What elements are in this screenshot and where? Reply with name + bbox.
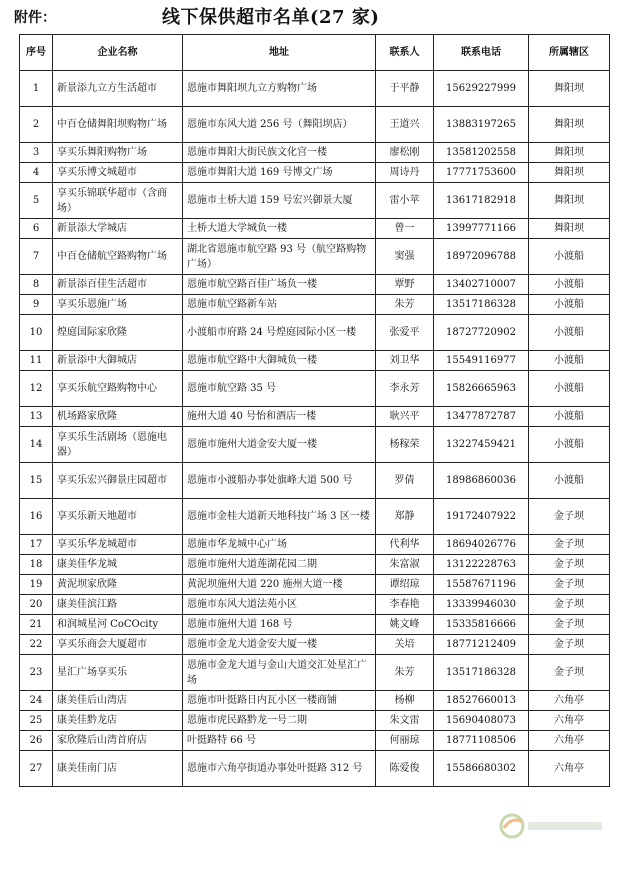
- cell-address: 恩施市航空路百佳广场负一楼: [183, 275, 376, 295]
- table-header-row: [20, 35, 610, 71]
- cell-phone: 15586680302: [434, 751, 529, 787]
- table-row: [20, 575, 610, 595]
- cell-district: 六角亭: [529, 711, 610, 731]
- cell-name: 享买乐舞阳购物广场: [53, 143, 183, 163]
- col-header-phone: 联系电话: [434, 35, 529, 71]
- cell-address: 恩施市航空路中大御城负一楼: [183, 351, 376, 371]
- cell-no: 22: [20, 635, 53, 655]
- cell-address: 恩施市舞阳坝九立方购物广场: [183, 71, 376, 107]
- cell-address: 恩施市东风大道法苑小区: [183, 595, 376, 615]
- cell-name: 中百仓储航空路购物广场: [53, 239, 183, 275]
- cell-contact: 王道兴: [376, 107, 434, 143]
- cell-district: 金子坝: [529, 655, 610, 691]
- cell-phone: 15335816666: [434, 615, 529, 635]
- cell-phone: 13477872787: [434, 407, 529, 427]
- cell-district: 小渡船: [529, 315, 610, 351]
- cell-contact: 郑静: [376, 499, 434, 535]
- table-row: [20, 463, 610, 499]
- cell-district: 小渡船: [529, 407, 610, 427]
- cell-district: 金子坝: [529, 595, 610, 615]
- cell-address: 恩施市施州大道 168 号: [183, 615, 376, 635]
- cell-no: 19: [20, 575, 53, 595]
- cell-contact: 张爱平: [376, 315, 434, 351]
- watermark-logo: [498, 806, 608, 846]
- cell-name: 享买乐恩施广场: [53, 295, 183, 315]
- page-header: [0, 0, 626, 34]
- cell-no: 25: [20, 711, 53, 731]
- table-row: [20, 499, 610, 535]
- cell-district: 舞阳坝: [529, 143, 610, 163]
- cell-district: 小渡船: [529, 351, 610, 371]
- cell-address: 恩施市虎民路黔龙一号二期: [183, 711, 376, 731]
- cell-district: 小渡船: [529, 371, 610, 407]
- cell-address: 恩施市土桥大道 159 号宏兴御景大厦: [183, 183, 376, 219]
- cell-district: 金子坝: [529, 635, 610, 655]
- page-title: 线下保供超市名单(27 家): [162, 7, 380, 28]
- cell-no: 4: [20, 163, 53, 183]
- cell-phone: 18771212409: [434, 635, 529, 655]
- table-row: [20, 71, 610, 107]
- cell-no: 17: [20, 535, 53, 555]
- cell-address: 恩施市舞阳大道 169 号博文广场: [183, 163, 376, 183]
- cell-district: 小渡船: [529, 239, 610, 275]
- cell-name: 享买乐生活剧场（恩施电器）: [53, 427, 183, 463]
- cell-address: 恩施市叶挺路日内瓦小区一楼商铺: [183, 691, 376, 711]
- cell-address: 恩施市东风大道 256 号（舞阳坝店）: [183, 107, 376, 143]
- cell-contact: 何丽琼: [376, 731, 434, 751]
- table-row: [20, 315, 610, 351]
- cell-name: 黄泥坝家欣隆: [53, 575, 183, 595]
- cell-no: 12: [20, 371, 53, 407]
- table-row: [20, 295, 610, 315]
- cell-contact: 耿兴平: [376, 407, 434, 427]
- table-row: [20, 635, 610, 655]
- cell-contact: 覃野: [376, 275, 434, 295]
- cell-contact: 于平静: [376, 71, 434, 107]
- cell-address: 恩施市金龙大道金安大厦一楼: [183, 635, 376, 655]
- cell-contact: 谭绍琼: [376, 575, 434, 595]
- cell-address: 恩施市金龙大道与金山大道交汇处星汇广场: [183, 655, 376, 691]
- table-row: [20, 371, 610, 407]
- cell-phone: 15826665963: [434, 371, 529, 407]
- cell-phone: 18972096788: [434, 239, 529, 275]
- cell-address: 湖北省恩施市航空路 93 号（航空路购物广场）: [183, 239, 376, 275]
- table-row: [20, 427, 610, 463]
- cell-no: 14: [20, 427, 53, 463]
- cell-address: 恩施市六角亭街道办事处叶挺路 312 号: [183, 751, 376, 787]
- col-header-name: 企业名称: [53, 35, 183, 71]
- cell-address: 恩施市金桂大道新天地科技广场 3 区一楼: [183, 499, 376, 535]
- cell-name: 和润城星河 CoCOcity: [53, 615, 183, 635]
- cell-contact: 朱文雷: [376, 711, 434, 731]
- cell-no: 26: [20, 731, 53, 751]
- cell-address: 恩施市施州大道金安大厦一楼: [183, 427, 376, 463]
- cell-phone: 13339946030: [434, 595, 529, 615]
- cell-name: 新景添大学城店: [53, 219, 183, 239]
- table-row: [20, 615, 610, 635]
- cell-no: 20: [20, 595, 53, 615]
- cell-contact: 朱芳: [376, 655, 434, 691]
- cell-name: 煌庭国际家欣隆: [53, 315, 183, 351]
- cell-address: 土桥大道大学城负一楼: [183, 219, 376, 239]
- cell-address: 恩施市航空路新车站: [183, 295, 376, 315]
- cell-phone: 18771108506: [434, 731, 529, 751]
- cell-address: 恩施市航空路 35 号: [183, 371, 376, 407]
- cell-contact: 陈爱俊: [376, 751, 434, 787]
- cell-phone: 13122228763: [434, 555, 529, 575]
- cell-no: 3: [20, 143, 53, 163]
- cell-contact: 周诗丹: [376, 163, 434, 183]
- supermarket-table: [19, 34, 610, 787]
- table-row: [20, 219, 610, 239]
- cell-no: 15: [20, 463, 53, 499]
- table-row: [20, 183, 610, 219]
- table-row: [20, 555, 610, 575]
- table-row: [20, 595, 610, 615]
- cell-district: 金子坝: [529, 615, 610, 635]
- cell-contact: 朱富淑: [376, 555, 434, 575]
- cell-contact: 雷小苹: [376, 183, 434, 219]
- cell-name: 机场路家欣隆: [53, 407, 183, 427]
- col-header-district: 所属辖区: [529, 35, 610, 71]
- cell-contact: 朱芳: [376, 295, 434, 315]
- cell-contact: 姚文峰: [376, 615, 434, 635]
- cell-district: 小渡船: [529, 427, 610, 463]
- cell-phone: 15690408073: [434, 711, 529, 731]
- cell-phone: 15549116977: [434, 351, 529, 371]
- cell-district: 小渡船: [529, 275, 610, 295]
- col-header-address: 地址: [183, 35, 376, 71]
- table-row: [20, 751, 610, 787]
- cell-phone: 13402710007: [434, 275, 529, 295]
- cell-phone: 13883197265: [434, 107, 529, 143]
- cell-contact: 刘卫华: [376, 351, 434, 371]
- table-row: [20, 275, 610, 295]
- cell-contact: 关培: [376, 635, 434, 655]
- cell-district: 小渡船: [529, 295, 610, 315]
- table-row: [20, 107, 610, 143]
- cell-district: 舞阳坝: [529, 163, 610, 183]
- cell-no: 10: [20, 315, 53, 351]
- cell-name: 家欣隆后山湾首府店: [53, 731, 183, 751]
- cell-address: 恩施市小渡船办事处旗峰大道 500 号: [183, 463, 376, 499]
- cell-name: 康美佳华龙城: [53, 555, 183, 575]
- cell-contact: 窦强: [376, 239, 434, 275]
- cell-no: 7: [20, 239, 53, 275]
- cell-name: 新景添九立方生活超市: [53, 71, 183, 107]
- cell-name: 星汇广场享买乐: [53, 655, 183, 691]
- table-row: [20, 691, 610, 711]
- col-header-contact: 联系人: [376, 35, 434, 71]
- cell-no: 24: [20, 691, 53, 711]
- cell-name: 新景添中大御城店: [53, 351, 183, 371]
- cell-phone: 18727720902: [434, 315, 529, 351]
- table-row: [20, 655, 610, 691]
- cell-phone: 13617182918: [434, 183, 529, 219]
- cell-name: 新景添百佳生活超市: [53, 275, 183, 295]
- cell-name: 享买乐航空路购物中心: [53, 371, 183, 407]
- cell-phone: 13997771166: [434, 219, 529, 239]
- cell-phone: 19172407922: [434, 499, 529, 535]
- cell-no: 6: [20, 219, 53, 239]
- cell-no: 27: [20, 751, 53, 787]
- cell-phone: 18694026776: [434, 535, 529, 555]
- cell-district: 六角亭: [529, 691, 610, 711]
- cell-address: 黄泥坝施州大道 220 施州大道一楼: [183, 575, 376, 595]
- table-row: [20, 711, 610, 731]
- table-row: [20, 143, 610, 163]
- cell-contact: 代利华: [376, 535, 434, 555]
- table-row: [20, 535, 610, 555]
- cell-name: 享买乐锦联华超市（含商场）: [53, 183, 183, 219]
- cell-phone: 13227459421: [434, 427, 529, 463]
- cell-contact: 杨稼荣: [376, 427, 434, 463]
- cell-phone: 18986860036: [434, 463, 529, 499]
- cell-district: 舞阳坝: [529, 107, 610, 143]
- cell-no: 2: [20, 107, 53, 143]
- cell-phone: 15629227999: [434, 71, 529, 107]
- cell-address: 恩施市华龙城中心广场: [183, 535, 376, 555]
- cell-phone: 15587671196: [434, 575, 529, 595]
- cell-name: 享买乐华龙城超市: [53, 535, 183, 555]
- cell-contact: 廖松刚: [376, 143, 434, 163]
- cell-address: 恩施市舞阳大街民族文化宫一楼: [183, 143, 376, 163]
- table-row: [20, 407, 610, 427]
- cell-no: 21: [20, 615, 53, 635]
- cell-phone: 18527660013: [434, 691, 529, 711]
- col-header-no: 序号: [20, 35, 53, 71]
- cell-no: 23: [20, 655, 53, 691]
- cell-no: 16: [20, 499, 53, 535]
- cell-no: 18: [20, 555, 53, 575]
- cell-district: 金子坝: [529, 535, 610, 555]
- cell-district: 舞阳坝: [529, 219, 610, 239]
- cell-phone: 17771753600: [434, 163, 529, 183]
- cell-name: 康美佳黔龙店: [53, 711, 183, 731]
- cell-no: 1: [20, 71, 53, 107]
- cell-address: 恩施市施州大道莲湖花园二期: [183, 555, 376, 575]
- cell-name: 康美佳南门店: [53, 751, 183, 787]
- table-row: [20, 731, 610, 751]
- cell-no: 13: [20, 407, 53, 427]
- cell-no: 11: [20, 351, 53, 371]
- cell-no: 9: [20, 295, 53, 315]
- cell-address: 叶挺路特 66 号: [183, 731, 376, 751]
- cell-district: 舞阳坝: [529, 71, 610, 107]
- table-row: [20, 163, 610, 183]
- cell-no: 8: [20, 275, 53, 295]
- cell-phone: 13517186328: [434, 295, 529, 315]
- cell-district: 小渡船: [529, 463, 610, 499]
- cell-district: 金子坝: [529, 555, 610, 575]
- cell-contact: 罗倩: [376, 463, 434, 499]
- cell-name: 享买乐宏兴御景庄园超市: [53, 463, 183, 499]
- table-row: [20, 351, 610, 371]
- cell-contact: 李春艳: [376, 595, 434, 615]
- cell-district: 舞阳坝: [529, 183, 610, 219]
- cell-phone: 13581202558: [434, 143, 529, 163]
- cell-district: 金子坝: [529, 575, 610, 595]
- attachment-label: 附件：: [14, 10, 56, 26]
- cell-contact: 曾一: [376, 219, 434, 239]
- cell-district: 六角亭: [529, 731, 610, 751]
- cell-name: 康美佳后山湾店: [53, 691, 183, 711]
- cell-contact: 李永芳: [376, 371, 434, 407]
- cell-name: 享买乐博文城超市: [53, 163, 183, 183]
- cell-name: 中百仓储舞阳坝购物广场: [53, 107, 183, 143]
- cell-name: 康美佳滨江路: [53, 595, 183, 615]
- cell-no: 5: [20, 183, 53, 219]
- cell-district: 六角亭: [529, 751, 610, 787]
- cell-district: 金子坝: [529, 499, 610, 535]
- table-row: [20, 239, 610, 275]
- cell-phone: 13517186328: [434, 655, 529, 691]
- cell-name: 享买乐商会大厦超市: [53, 635, 183, 655]
- cell-name: 享买乐新天地超市: [53, 499, 183, 535]
- cell-address: 小渡船市府路 24 号煌庭园际小区一楼: [183, 315, 376, 351]
- cell-contact: 杨柳: [376, 691, 434, 711]
- cell-address: 施州大道 40 号怡和酒店一楼: [183, 407, 376, 427]
